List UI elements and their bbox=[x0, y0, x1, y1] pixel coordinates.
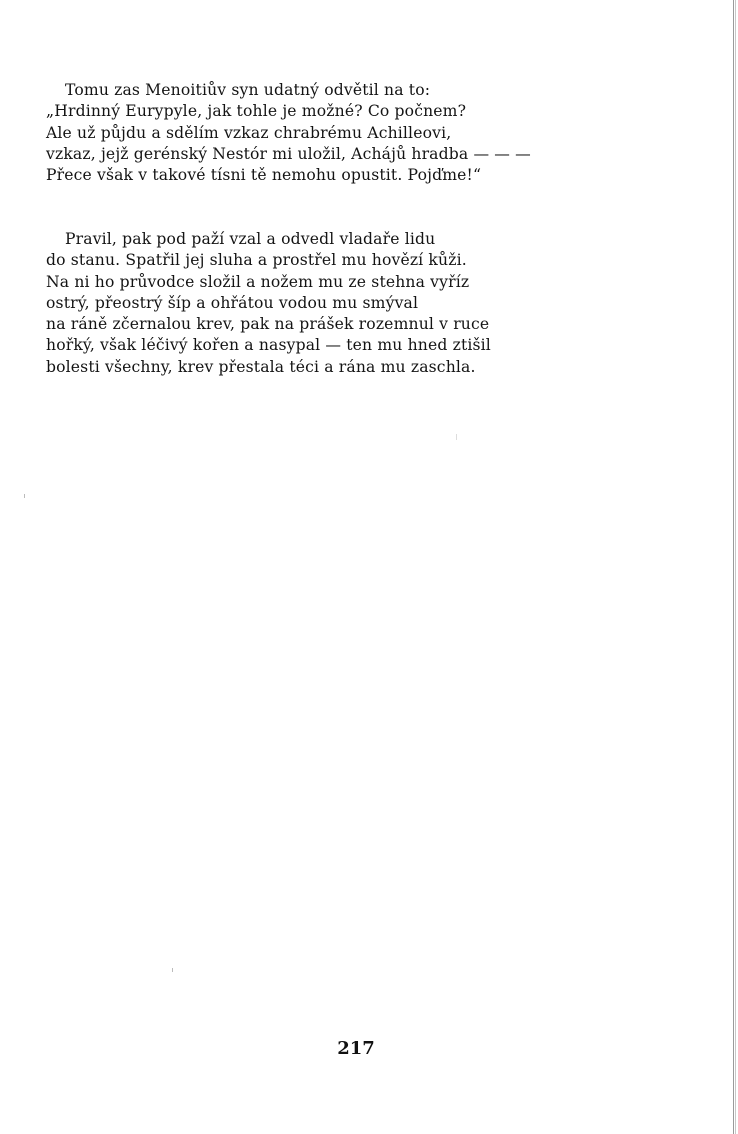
scan-speck bbox=[456, 434, 457, 440]
verse-line: „Hrdinný Eurypyle, jak tohle je možné? Co počnem? bbox=[46, 102, 467, 121]
verse-line: hořký, však léčivý kořen a nasypal — ten mu hned ztišil bbox=[46, 336, 491, 355]
scan-speck bbox=[24, 494, 25, 498]
page-number: 217 bbox=[337, 1038, 375, 1059]
verse-line: Na ni ho průvodce složil a nožem mu ze stehna vyříz bbox=[46, 272, 470, 291]
verse-line: vzkaz, jejž gerénský Nestór mi uložil, Achájů hradba — — — bbox=[46, 144, 531, 163]
verse-line: bolesti všechny, krev přestala téci a rána mu zaschla. bbox=[46, 357, 476, 376]
page-edge-line bbox=[735, 0, 736, 1134]
stanza-1 bbox=[46, 80, 706, 186]
verse-line: Pravil, pak pod paží vzal a odvedl vladaře lidu bbox=[65, 230, 436, 248]
stanza-2 bbox=[46, 229, 706, 378]
verse-line: Tomu zas Menoitiův syn udatný odvětil na to: bbox=[65, 81, 431, 99]
verse-line: na ráně zčernalou krev, pak na prášek rozemnul v ruce bbox=[46, 315, 490, 334]
verse-line: do stanu. Spatřil jej sluha a prostřel mu hovězí kůži. bbox=[46, 251, 467, 270]
page-edge-line bbox=[733, 0, 734, 1134]
verse-line: Ale už půjdu a sdělím vzkaz chrabrému Achilleovi, bbox=[46, 123, 452, 142]
verse-line: ostrý, přeostrý šíp a ohřátou vodou mu smýval bbox=[46, 293, 419, 312]
scan-speck bbox=[172, 968, 173, 972]
verse-line: Přece však v takové tísni tě nemohu opustit. Pojďme!“ bbox=[46, 166, 482, 185]
